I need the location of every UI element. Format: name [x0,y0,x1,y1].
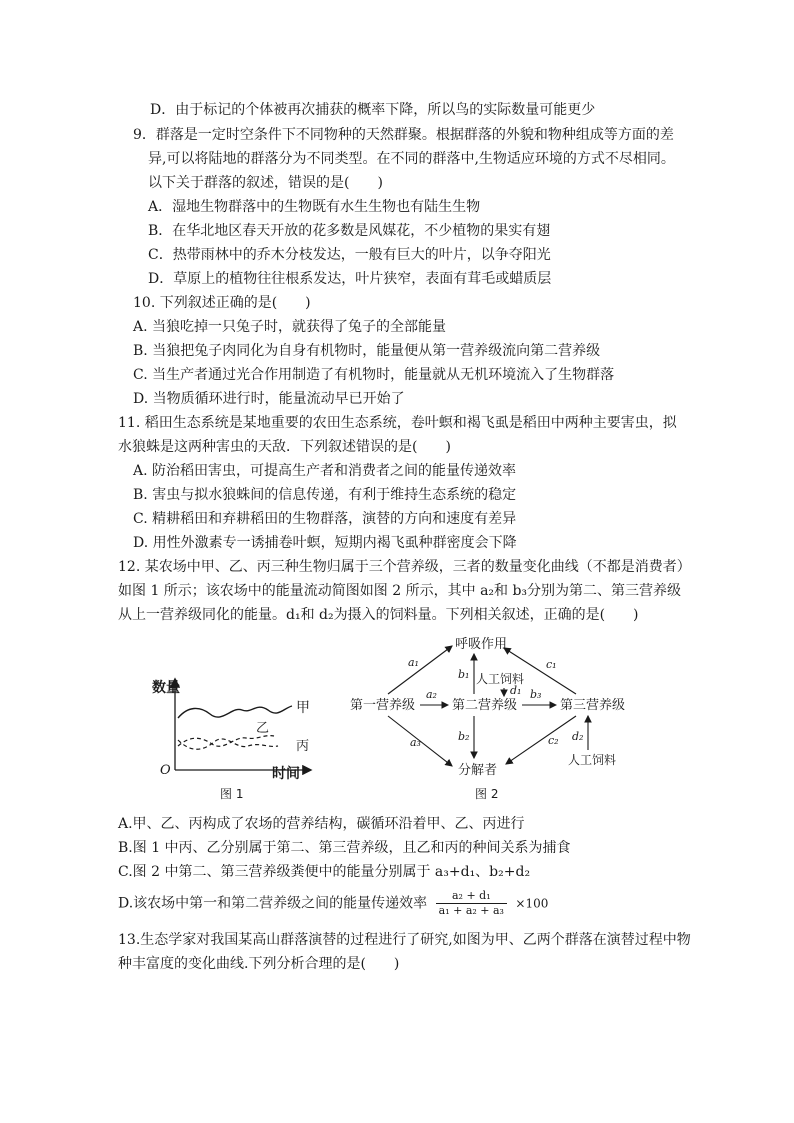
node-level-3: 第三营养级 [560,698,626,713]
q8-option-d: D．由于标记的个体被再次捕获的概率下降，所以鸟的实际数量可能更少 [150,102,596,118]
curve-bing [178,739,278,749]
q10-option-d: D. 当物质循环进行时，能量流动早已开始了 [133,391,405,407]
q12-option-d-text: D.该农场中第一和第二营养级之间的能量传递效率 [118,895,428,912]
label-d1: d₁ [510,684,522,697]
formula-numerator: a₂ + d₁ [436,890,507,904]
q11-option-c: C. 精耕稻田和弃耕稻田的生物群落，演替的方向和速度有差异 [133,511,517,527]
q10-option-a: A. 当狼吃掉一只兔子时，就获得了兔子的全部能量 [133,319,447,335]
y-axis-label: 数量 [152,680,180,696]
arrow-a1 [388,646,452,694]
q12-option-c: C.图 2 中第二、第三营养级粪便中的能量分别属于 a₃+d₁、b₂+d₂ [118,864,531,880]
q9-option-d: D．草原上的植物往往根系发达，叶片狭窄，表面有茸毛或蜡质层 [148,271,552,287]
node-respiration: 呼吸作用 [455,637,508,652]
node-decomposer: 分解者 [458,763,498,778]
figure-2-energy-flow [340,628,640,806]
series-label-jia: 甲 [296,700,310,716]
figure-1-population-curves [150,670,330,805]
series-label-yi: 乙 [256,721,270,736]
label-a3: a₃ [410,736,421,749]
curve-yi [178,736,274,747]
x-axis-label: 时间 [272,766,300,782]
q11-option-b: B. 害虫与拟水狼蛛间的信息传递，有利于维持生态系统的稳定 [133,487,517,503]
curve-jia [178,706,292,718]
efficiency-formula [436,890,507,917]
q9-stem: 9．群落是一定时空条件下不同物种的天然群聚。根据群落的外貌和物种组成等方面的差 [133,127,674,143]
q10-option-b: B. 当狼把兔子肉同化为自身有机物时，能量便从第一营养级流向第二营养级 [133,343,601,359]
q12-stem: 12. 某农场中甲、乙、丙三种生物归属于三个营养级，三者的数量变化曲线（不都是消费者） [118,559,691,575]
q11-stem: 水狼蛛是这两种害虫的天敌．下列叙述错误的是( ) [118,439,451,455]
label-a2: a₂ [426,688,437,701]
q9-option-c: C．热带雨林中的乔木分枝发达，一般有巨大的叶片，以争夺阳光 [148,247,551,263]
q11-stem: 11. 稻田生态系统是某地重要的农田生态系统，卷叶螟和褐飞虱是稻田中两种主要害虫，拟 [118,415,677,431]
label-b3: b₃ [530,688,542,701]
q12-option-d [118,890,548,917]
q9-stem: 异,可以将陆地的群落分为不同类型。在不同的群落中,生物适应环境的方式不尽相同。 [148,151,675,167]
node-level-1: 第一营养级 [350,698,416,713]
label-d2: d₂ [572,730,584,743]
node-feed-bottom: 人工饲料 [568,753,617,767]
node-feed-top: 人工饲料 [476,672,525,686]
q11-option-a: A. 防治稻田害虫，可提高生产者和消费者之间的能量传递效率 [133,463,517,479]
q10-option-c: C. 当生产者通过光合作用制造了有机物时，能量就从无机环境流入了生物群落 [133,367,615,383]
node-level-2: 第二营养级 [452,698,518,713]
figure-2-caption: 图 2 [475,787,499,801]
formula-denominator: a₁ + a₂ + a₃ [438,904,504,917]
label-a1: a₁ [408,656,419,669]
q10-stem: 10. 下列叙述正确的是( ) [133,295,311,311]
figure-1-caption: 图 1 [220,787,244,801]
q13-stem: 种丰富度的变化曲线.下列分析合理的是( ) [118,956,400,972]
q9-option-b: B．在华北地区春天开放的花多数是风媒花，不少植物的果实有翅 [148,223,551,239]
q12-stem: 从上一营养级同化的能量。d₁和 d₂为摄入的饲料量。下列相关叙述，正确的是( ) [118,607,639,623]
formula-suffix: ×100 [515,896,549,911]
origin-label: O [160,763,171,778]
series-label-bing: 丙 [296,739,310,754]
q11-option-d: D. 用性外激素专一诱捕卷叶螟，短期内褐飞虱种群密度会下降 [133,535,517,551]
q12-stem: 如图 1 所示；该农场中的能量流动简图如图 2 所示，其中 a₂和 b₃分别为第二、第三营养级 [118,583,682,599]
q12-option-b: B.图 1 中丙、乙分别属于第二、第三营养级，且乙和丙的种间关系为捕食 [118,840,571,856]
q9-option-a: A．湿地生物群落中的生物既有水生生物也有陆生生物 [148,199,481,215]
label-b2: b₂ [458,730,470,743]
label-c2: c₂ [548,734,559,747]
q9-stem: 以下关于群落的叙述，错误的是( ) [148,175,383,191]
arrow-c2 [506,716,576,764]
q12-option-a: A.甲、乙、丙构成了农场的营养结构，碳循环沿着甲、乙、丙进行 [118,816,525,832]
label-b1: b₁ [458,668,470,681]
q13-stem: 13.生态学家对我国某高山群落演替的过程进行了研究,如图为甲、乙两个群落在演替过程中物 [118,932,691,948]
label-c1: c₁ [546,658,557,671]
